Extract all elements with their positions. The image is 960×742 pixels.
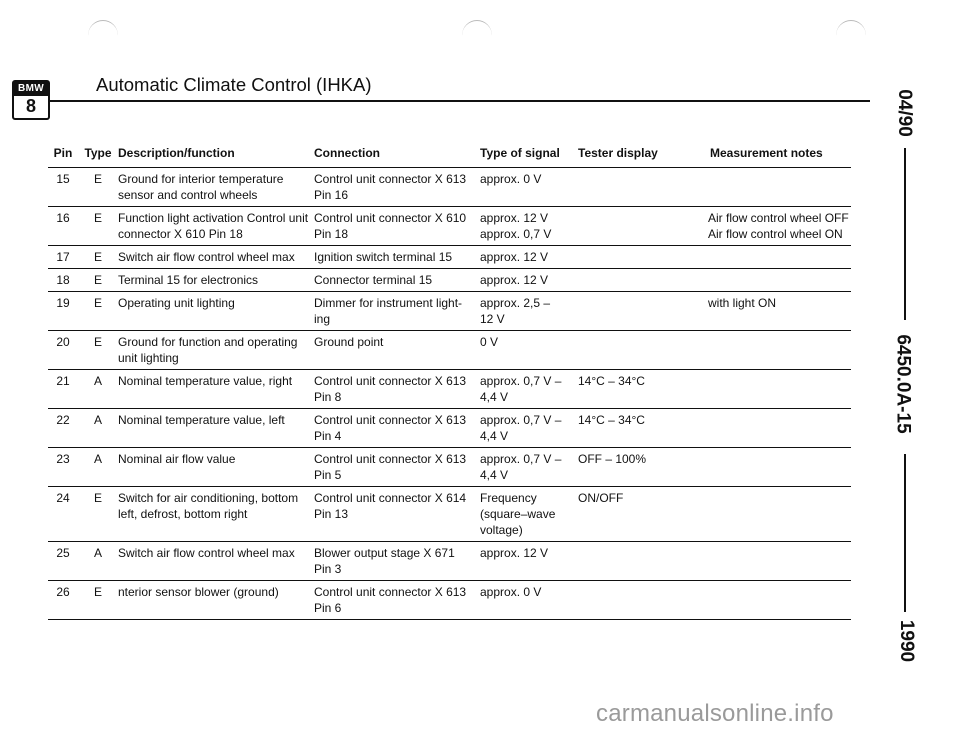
cell-description: Terminal 15 for electronics <box>118 269 314 292</box>
side-doc-number: 6450.0A-15 <box>892 334 914 434</box>
cell-signal: approx. 0,7 V – 4,4 V <box>480 370 578 409</box>
header-rule <box>48 100 870 102</box>
cell-notes <box>708 246 851 269</box>
cell-signal: approx. 0,7 V – 4,4 V <box>480 448 578 487</box>
table-row <box>48 542 851 581</box>
cell-pin: 17 <box>48 246 78 269</box>
cell-description: Switch air flow control wheel max <box>118 246 314 269</box>
cell-connection: Control unit connector X 613 Pin 5 <box>314 448 480 487</box>
cell-tester <box>578 168 708 207</box>
cell-notes: Air flow control wheel OFF Air flow control wheel ON <box>708 207 851 246</box>
scan-mark-right <box>836 20 866 51</box>
cell-signal: approx. 12 V <box>480 542 578 581</box>
cell-notes <box>708 581 851 620</box>
cell-notes <box>708 542 851 581</box>
table-row <box>48 207 851 246</box>
cell-pin: 20 <box>48 331 78 370</box>
cell-type: A <box>78 370 118 409</box>
cell-type: A <box>78 448 118 487</box>
cell-connection: Control unit connector X 610 Pin 18 <box>314 207 480 246</box>
header-tester: Tester display <box>578 144 708 168</box>
table-row <box>48 269 851 292</box>
table-row <box>48 292 851 331</box>
cell-signal: approx. 12 V <box>480 269 578 292</box>
logo-series: 8 <box>25 96 36 116</box>
cell-pin: 24 <box>48 487 78 542</box>
cell-pin: 16 <box>48 207 78 246</box>
cell-description: Ground for interior temperature sensor and control wheels <box>118 168 314 207</box>
table-row <box>48 409 851 448</box>
cell-type: E <box>78 487 118 542</box>
cell-type: E <box>78 581 118 620</box>
cell-signal: approx. 12 V approx. 0,7 V <box>480 207 578 246</box>
cell-connection: Dimmer for instrument light- ing <box>314 292 480 331</box>
cell-type: A <box>78 409 118 448</box>
table-row <box>48 370 851 409</box>
header-signal: Type of signal <box>480 144 578 168</box>
cell-signal: 0 V <box>480 331 578 370</box>
cell-tester: 14°C – 34°C <box>578 370 708 409</box>
cell-notes <box>708 487 851 542</box>
header-notes: Measurement notes <box>708 144 851 168</box>
cell-connection: Ignition switch terminal 15 <box>314 246 480 269</box>
cell-pin: 19 <box>48 292 78 331</box>
side-date: 04/90 <box>893 89 915 137</box>
table-header-row <box>48 144 851 168</box>
cell-tester: ON/OFF <box>578 487 708 542</box>
cell-type: E <box>78 207 118 246</box>
cell-type: E <box>78 168 118 207</box>
cell-description: Ground for function and operating unit lighting <box>118 331 314 370</box>
table-row <box>48 168 851 207</box>
cell-description: Operating unit lighting <box>118 292 314 331</box>
cell-type: E <box>78 246 118 269</box>
cell-signal: approx. 0,7 V – 4,4 V <box>480 409 578 448</box>
cell-connection: Control unit connector X 614 Pin 13 <box>314 487 480 542</box>
side-year: 1990 <box>896 619 918 663</box>
cell-connection: Control unit connector X 613 Pin 4 <box>314 409 480 448</box>
table-row <box>48 246 851 269</box>
cell-notes <box>708 331 851 370</box>
cell-notes <box>708 448 851 487</box>
cell-pin: 15 <box>48 168 78 207</box>
cell-notes <box>708 409 851 448</box>
cell-notes: with light ON <box>708 292 851 331</box>
cell-connection: Control unit connector X 613 Pin 6 <box>314 581 480 620</box>
cell-signal: approx. 2,5 – 12 V <box>480 292 578 331</box>
header-type: Type <box>78 144 118 168</box>
pin-table <box>48 144 851 620</box>
cell-connection: Blower output stage X 671 Pin 3 <box>314 542 480 581</box>
cell-connection: Connector terminal 15 <box>314 269 480 292</box>
cell-notes <box>708 168 851 207</box>
scan-mark-left <box>88 20 118 51</box>
cell-type: E <box>78 269 118 292</box>
side-line-2 <box>904 454 906 612</box>
cell-connection: Ground point <box>314 331 480 370</box>
cell-notes <box>708 269 851 292</box>
cell-pin: 22 <box>48 409 78 448</box>
table-row <box>48 581 851 620</box>
cell-connection: Control unit connector X 613 Pin 16 <box>314 168 480 207</box>
cell-signal: approx. 0 V <box>480 168 578 207</box>
cell-type: E <box>78 331 118 370</box>
cell-tester <box>578 331 708 370</box>
cell-pin: 23 <box>48 448 78 487</box>
logo-brand: BMW <box>14 82 48 96</box>
cell-connection: Control unit connector X 613 Pin 8 <box>314 370 480 409</box>
cell-tester <box>578 269 708 292</box>
scan-mark-center <box>462 20 492 51</box>
cell-pin: 26 <box>48 581 78 620</box>
watermark: carmanualsonline.info <box>596 700 834 727</box>
cell-tester <box>578 581 708 620</box>
page-title: Automatic Climate Control (IHKA) <box>96 74 372 95</box>
cell-tester <box>578 542 708 581</box>
side-line-1 <box>904 148 906 320</box>
table-row <box>48 331 851 370</box>
cell-tester: 14°C – 34°C <box>578 409 708 448</box>
header-pin: Pin <box>48 144 78 168</box>
cell-signal: approx. 12 V <box>480 246 578 269</box>
cell-pin: 18 <box>48 269 78 292</box>
cell-type: A <box>78 542 118 581</box>
cell-tester <box>578 292 708 331</box>
cell-description: Switch air flow control wheel max <box>118 542 314 581</box>
header-connection: Connection <box>314 144 480 168</box>
cell-description: nterior sensor blower (ground) <box>118 581 314 620</box>
table-row <box>48 448 851 487</box>
table-row <box>48 487 851 542</box>
bmw-logo <box>12 80 50 120</box>
cell-tester <box>578 246 708 269</box>
cell-description: Nominal air flow value <box>118 448 314 487</box>
header-description: Description/function <box>118 144 314 168</box>
cell-signal: Frequency (square–wave voltage) <box>480 487 578 542</box>
cell-description: Nominal temperature value, left <box>118 409 314 448</box>
cell-description: Function light activation Control unit connector X 610 Pin 18 <box>118 207 314 246</box>
cell-tester: OFF – 100% <box>578 448 708 487</box>
cell-notes <box>708 370 851 409</box>
cell-type: E <box>78 292 118 331</box>
cell-pin: 25 <box>48 542 78 581</box>
cell-pin: 21 <box>48 370 78 409</box>
cell-description: Nominal temperature value, right <box>118 370 314 409</box>
cell-description: Switch for air conditioning, bottom left, defrost, bottom right <box>118 487 314 542</box>
cell-tester <box>578 207 708 246</box>
cell-signal: approx. 0 V <box>480 581 578 620</box>
